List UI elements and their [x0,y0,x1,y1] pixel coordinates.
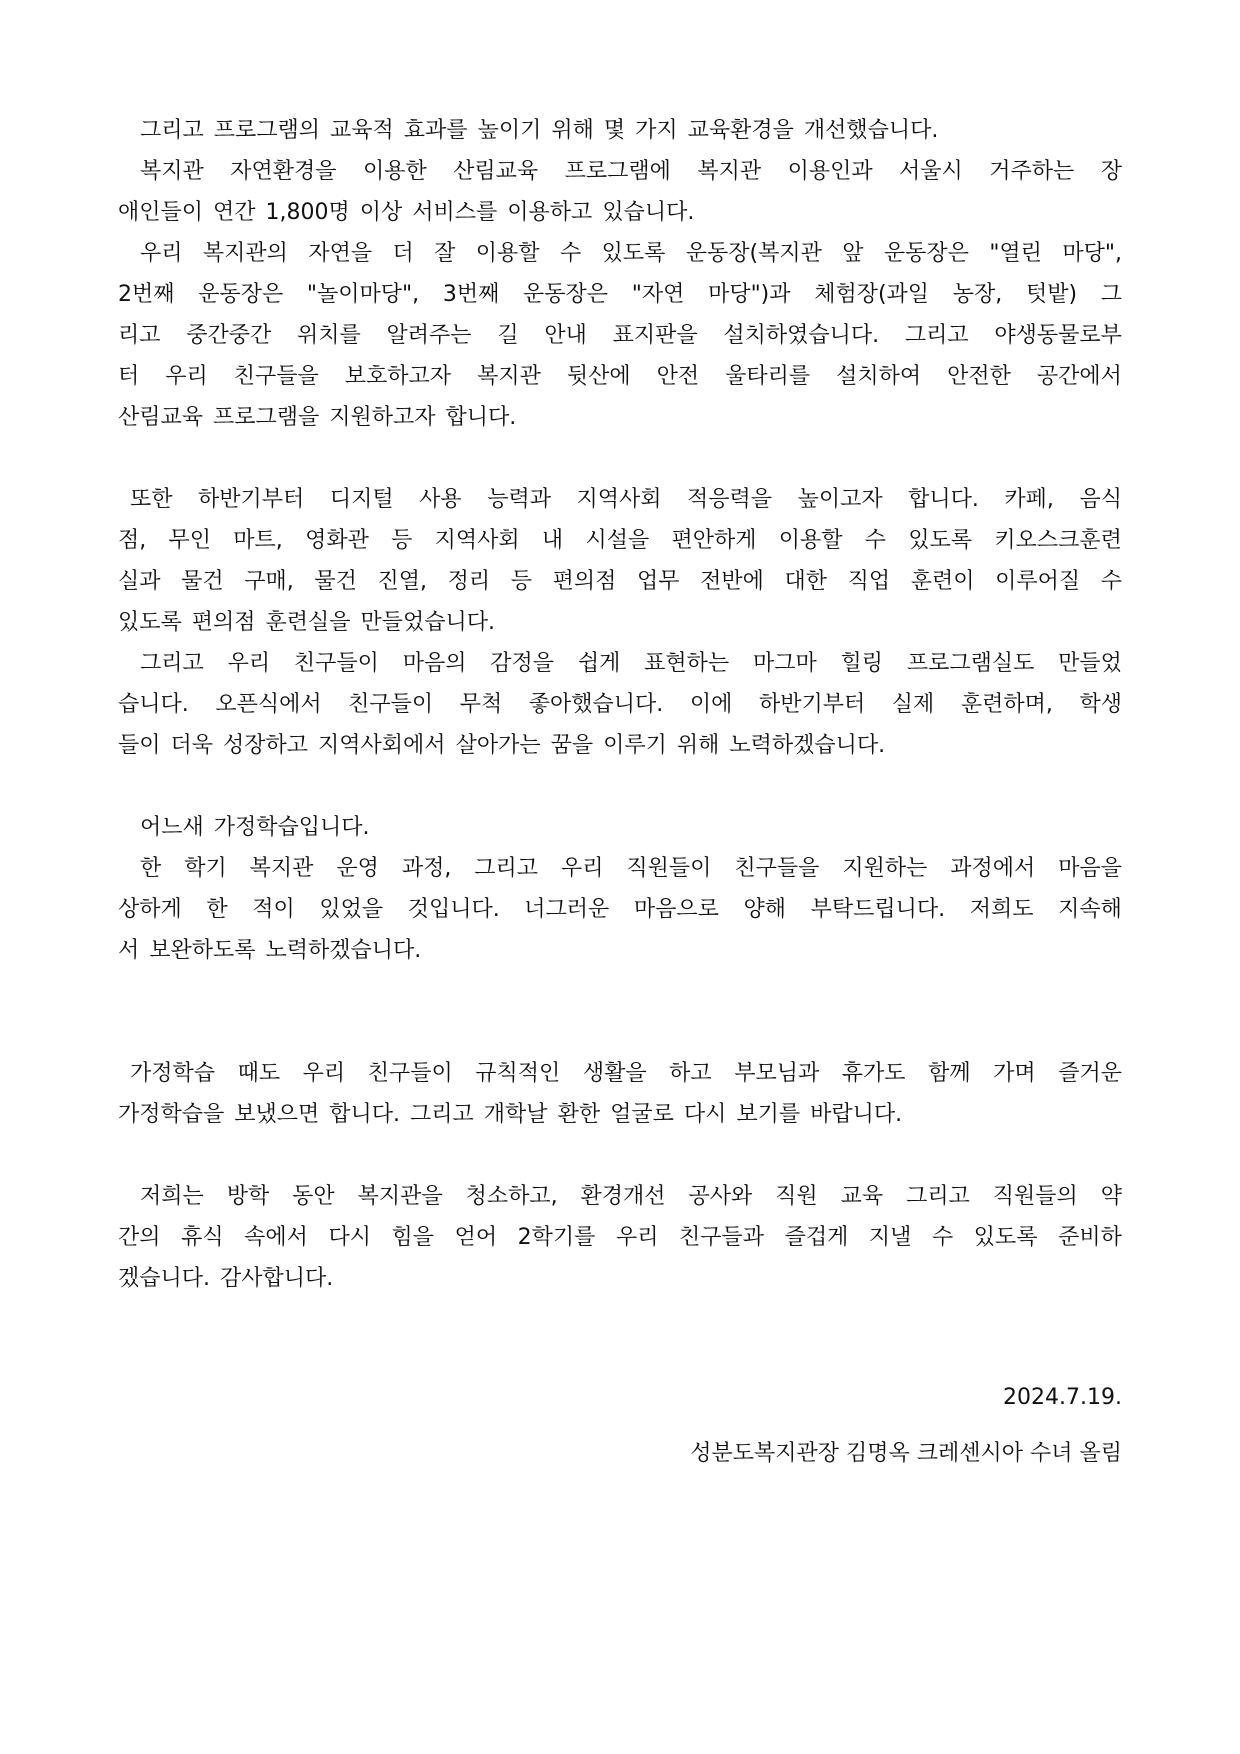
text-line: 또한 하반기부터 디지털 사용 능력과 지역사회 적응력을 높이고자 합니다. 카페, 음식 [130,487,1122,512]
text-line: 가정학습을 보냈으면 합니다. 그리고 개학날 환한 얼굴로 다시 보기를 바랍니다. [118,1102,903,1127]
text-line: 겠습니다. 감사합니다. [118,1266,334,1291]
text-line: 저희는 방학 동안 복지관을 청소하고, 환경개선 공사와 직원 교육 그리고 직원들의 약 [140,1184,1122,1209]
paragraph [118,233,1122,438]
text-line: 2번째 운동장은 "놀이마당", 3번째 운동장은 "자연 마당")과 체험장(과일 농장, 텃밭) 그 [118,282,1122,307]
paragraph [118,151,1122,233]
paragraph [118,807,1122,848]
text-line: 애인들이 연간 1,800명 이상 서비스를 이용하고 있습니다. [118,200,695,225]
paragraph-spacer [118,766,1122,807]
text-line: 있도록 편의점 훈련실을 만들었습니다. [118,610,496,635]
text-line: 가정학습 때도 우리 친구들이 규칙적인 생활을 하고 부모님과 휴가도 함께 가며 즐거운 [130,1061,1122,1086]
text-line: 터 우리 친구들을 보호하고자 복지관 뒷산에 안전 울타리를 설치하여 안전한 공간에서 [118,364,1122,389]
letter-body [118,110,1122,1299]
text-line: 그리고 우리 친구들이 마음의 감정을 쉽게 표현하는 마그마 힐링 프로그램실도 만들었 [140,651,1122,676]
text-line: 상하게 한 적이 있었을 것입니다. 너그러운 마음으로 양해 부탁드립니다. 저희도 지속해 [118,897,1122,922]
text-line: 점, 무인 마트, 영화관 등 지역사회 내 시설을 편안하게 이용할 수 있도록 키오스크훈련 [118,528,1122,553]
paragraph [118,479,1122,643]
letter-signer: 성분도복지관장 김명옥 크레센시아 수녀 올림 [690,1441,1122,1466]
paragraph [118,643,1122,766]
paragraph [118,848,1122,971]
paragraph [118,110,1122,151]
text-line: 한 학기 복지관 운영 과정, 그리고 우리 직원들이 친구들을 지원하는 과정에서 마음을 [140,856,1122,881]
paragraph-spacer [118,1135,1122,1176]
text-line: 산림교육 프로그램을 지원하고자 합니다. [118,405,517,430]
paragraph [118,1053,1122,1135]
paragraph-spacer [118,971,1122,1053]
text-line: 리고 중간중간 위치를 알려주는 길 안내 표지판을 설치하였습니다. 그리고 야생동물로부 [118,323,1122,348]
letter-date: 2024.7.19. [1003,1385,1122,1410]
text-line: 어느새 가정학습입니다. [140,815,370,840]
text-line: 복지관 자연환경을 이용한 산림교육 프로그램에 복지관 이용인과 서울시 거주하는 장 [140,159,1122,184]
text-line: 습니다. 오픈식에서 친구들이 무척 좋아했습니다. 이에 하반기부터 실제 훈련하며, 학생 [118,692,1122,717]
paragraph-spacer [118,438,1122,479]
text-line: 실과 물건 구매, 물건 진열, 정리 등 편의점 업무 전반에 대한 직업 훈련이 이루어질 수 [118,569,1122,594]
text-line: 간의 휴식 속에서 다시 힘을 얻어 2학기를 우리 친구들과 즐겁게 지낼 수 있도록 준비하 [118,1225,1122,1250]
text-line: 들이 더욱 성장하고 지역사회에서 살아가는 꿈을 이루기 위해 노력하겠습니다. [118,733,886,758]
paragraph [118,1176,1122,1299]
text-line: 우리 복지관의 자연을 더 잘 이용할 수 있도록 운동장(복지관 앞 운동장은 "열린 마당", [140,241,1122,266]
text-line: 서 보완하도록 노력하겠습니다. [118,938,422,963]
text-line: 그리고 프로그램의 교육적 효과를 높이기 위해 몇 가지 교육환경을 개선했습니다. [140,118,939,143]
